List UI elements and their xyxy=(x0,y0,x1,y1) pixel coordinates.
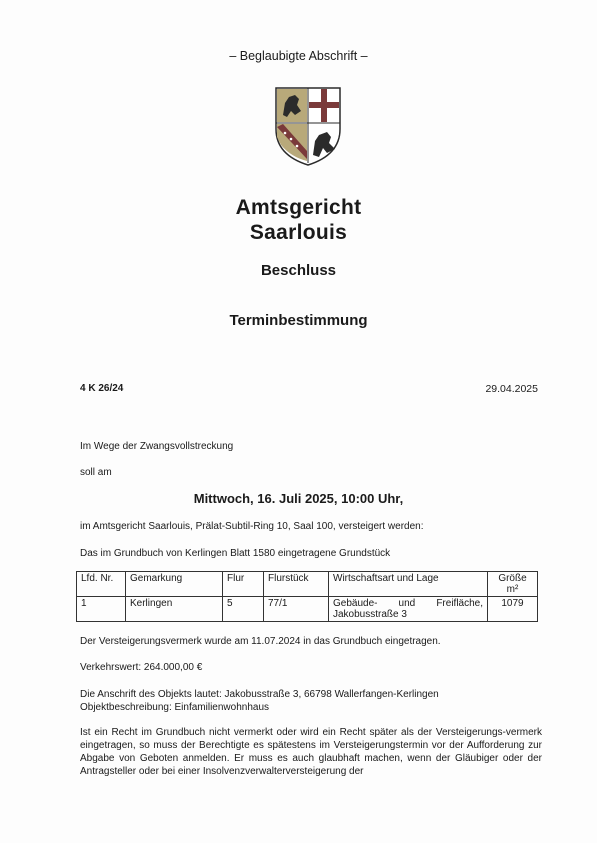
table-cell: Gebäude- und Freifläche, Jakobusstraße 3 xyxy=(329,597,488,622)
certified-copy-note: – Beglaubigte Abschrift – xyxy=(229,49,368,63)
auction-location: im Amtsgericht Saarlouis, Prälat-Subtil-Ring 10, Saal 100, versteigert werden: xyxy=(80,521,424,532)
property-intro: Das im Grundbuch von Kerlingen Blatt 1580 eingetragene Grundstück xyxy=(80,548,391,559)
column-header: Gemarkung xyxy=(126,572,223,597)
column-header: Lfd. Nr. xyxy=(77,572,126,597)
table-row xyxy=(77,597,538,622)
court-name-line1: Amtsgericht xyxy=(235,196,362,219)
soll-am-text: soll am xyxy=(80,467,112,478)
auction-datetime: Mittwoch, 16. Juli 2025, 10:00 Uhr, xyxy=(193,491,404,506)
court-name-line2: Saarlouis xyxy=(249,221,348,244)
table-cell: 5 xyxy=(223,597,264,622)
column-header: Größe m² xyxy=(488,572,538,597)
legal-notice-paragraph: Ist ein Recht im Grundbuch nicht vermerkt oder wird ein Recht später als der Versteigerungs-vermerk eingetragen, so muss der Berechtigte es spätestens im Versteigerungstermin vor der Aufforderung zur Abgabe von Geboten anmelden. Er muss es auch glaubhaft machen, wenn der Gläubiger oder der Antragsteller oder bei einer Insolvenzverwalterversteigerung der xyxy=(80,727,542,777)
object-description: Objektbeschreibung: Einfamilienwohnhaus xyxy=(80,702,270,713)
table-header-row xyxy=(77,572,538,597)
case-number: 4 K 26/24 xyxy=(80,383,124,394)
market-value: Verkehrswert: 264.000,00 € xyxy=(80,662,203,673)
column-header: Wirtschaftsart und Lage xyxy=(329,572,488,597)
column-header: Flurstück xyxy=(264,572,329,597)
document-date: 29.04.2025 xyxy=(485,383,538,395)
property-table xyxy=(76,571,538,622)
table-cell: 1079 xyxy=(488,597,538,622)
table-cell: 77/1 xyxy=(264,597,329,622)
document-type: Beschluss xyxy=(260,262,337,279)
intro-text: Im Wege der Zwangsvollstreckung xyxy=(80,441,234,452)
column-header: Flur xyxy=(223,572,264,597)
object-address: Die Anschrift des Objekts lautet: Jakobusstraße 3, 66798 Wallerfangen-Kerlingen xyxy=(80,689,439,700)
registration-note: Der Versteigerungsvermerk wurde am 11.07.2024 in das Grundbuch eingetragen. xyxy=(80,636,441,647)
table-cell: 1 xyxy=(77,597,126,622)
table-cell: Kerlingen xyxy=(126,597,223,622)
saarland-coat-of-arms-icon xyxy=(273,85,343,167)
document-title: Terminbestimmung xyxy=(229,312,368,329)
